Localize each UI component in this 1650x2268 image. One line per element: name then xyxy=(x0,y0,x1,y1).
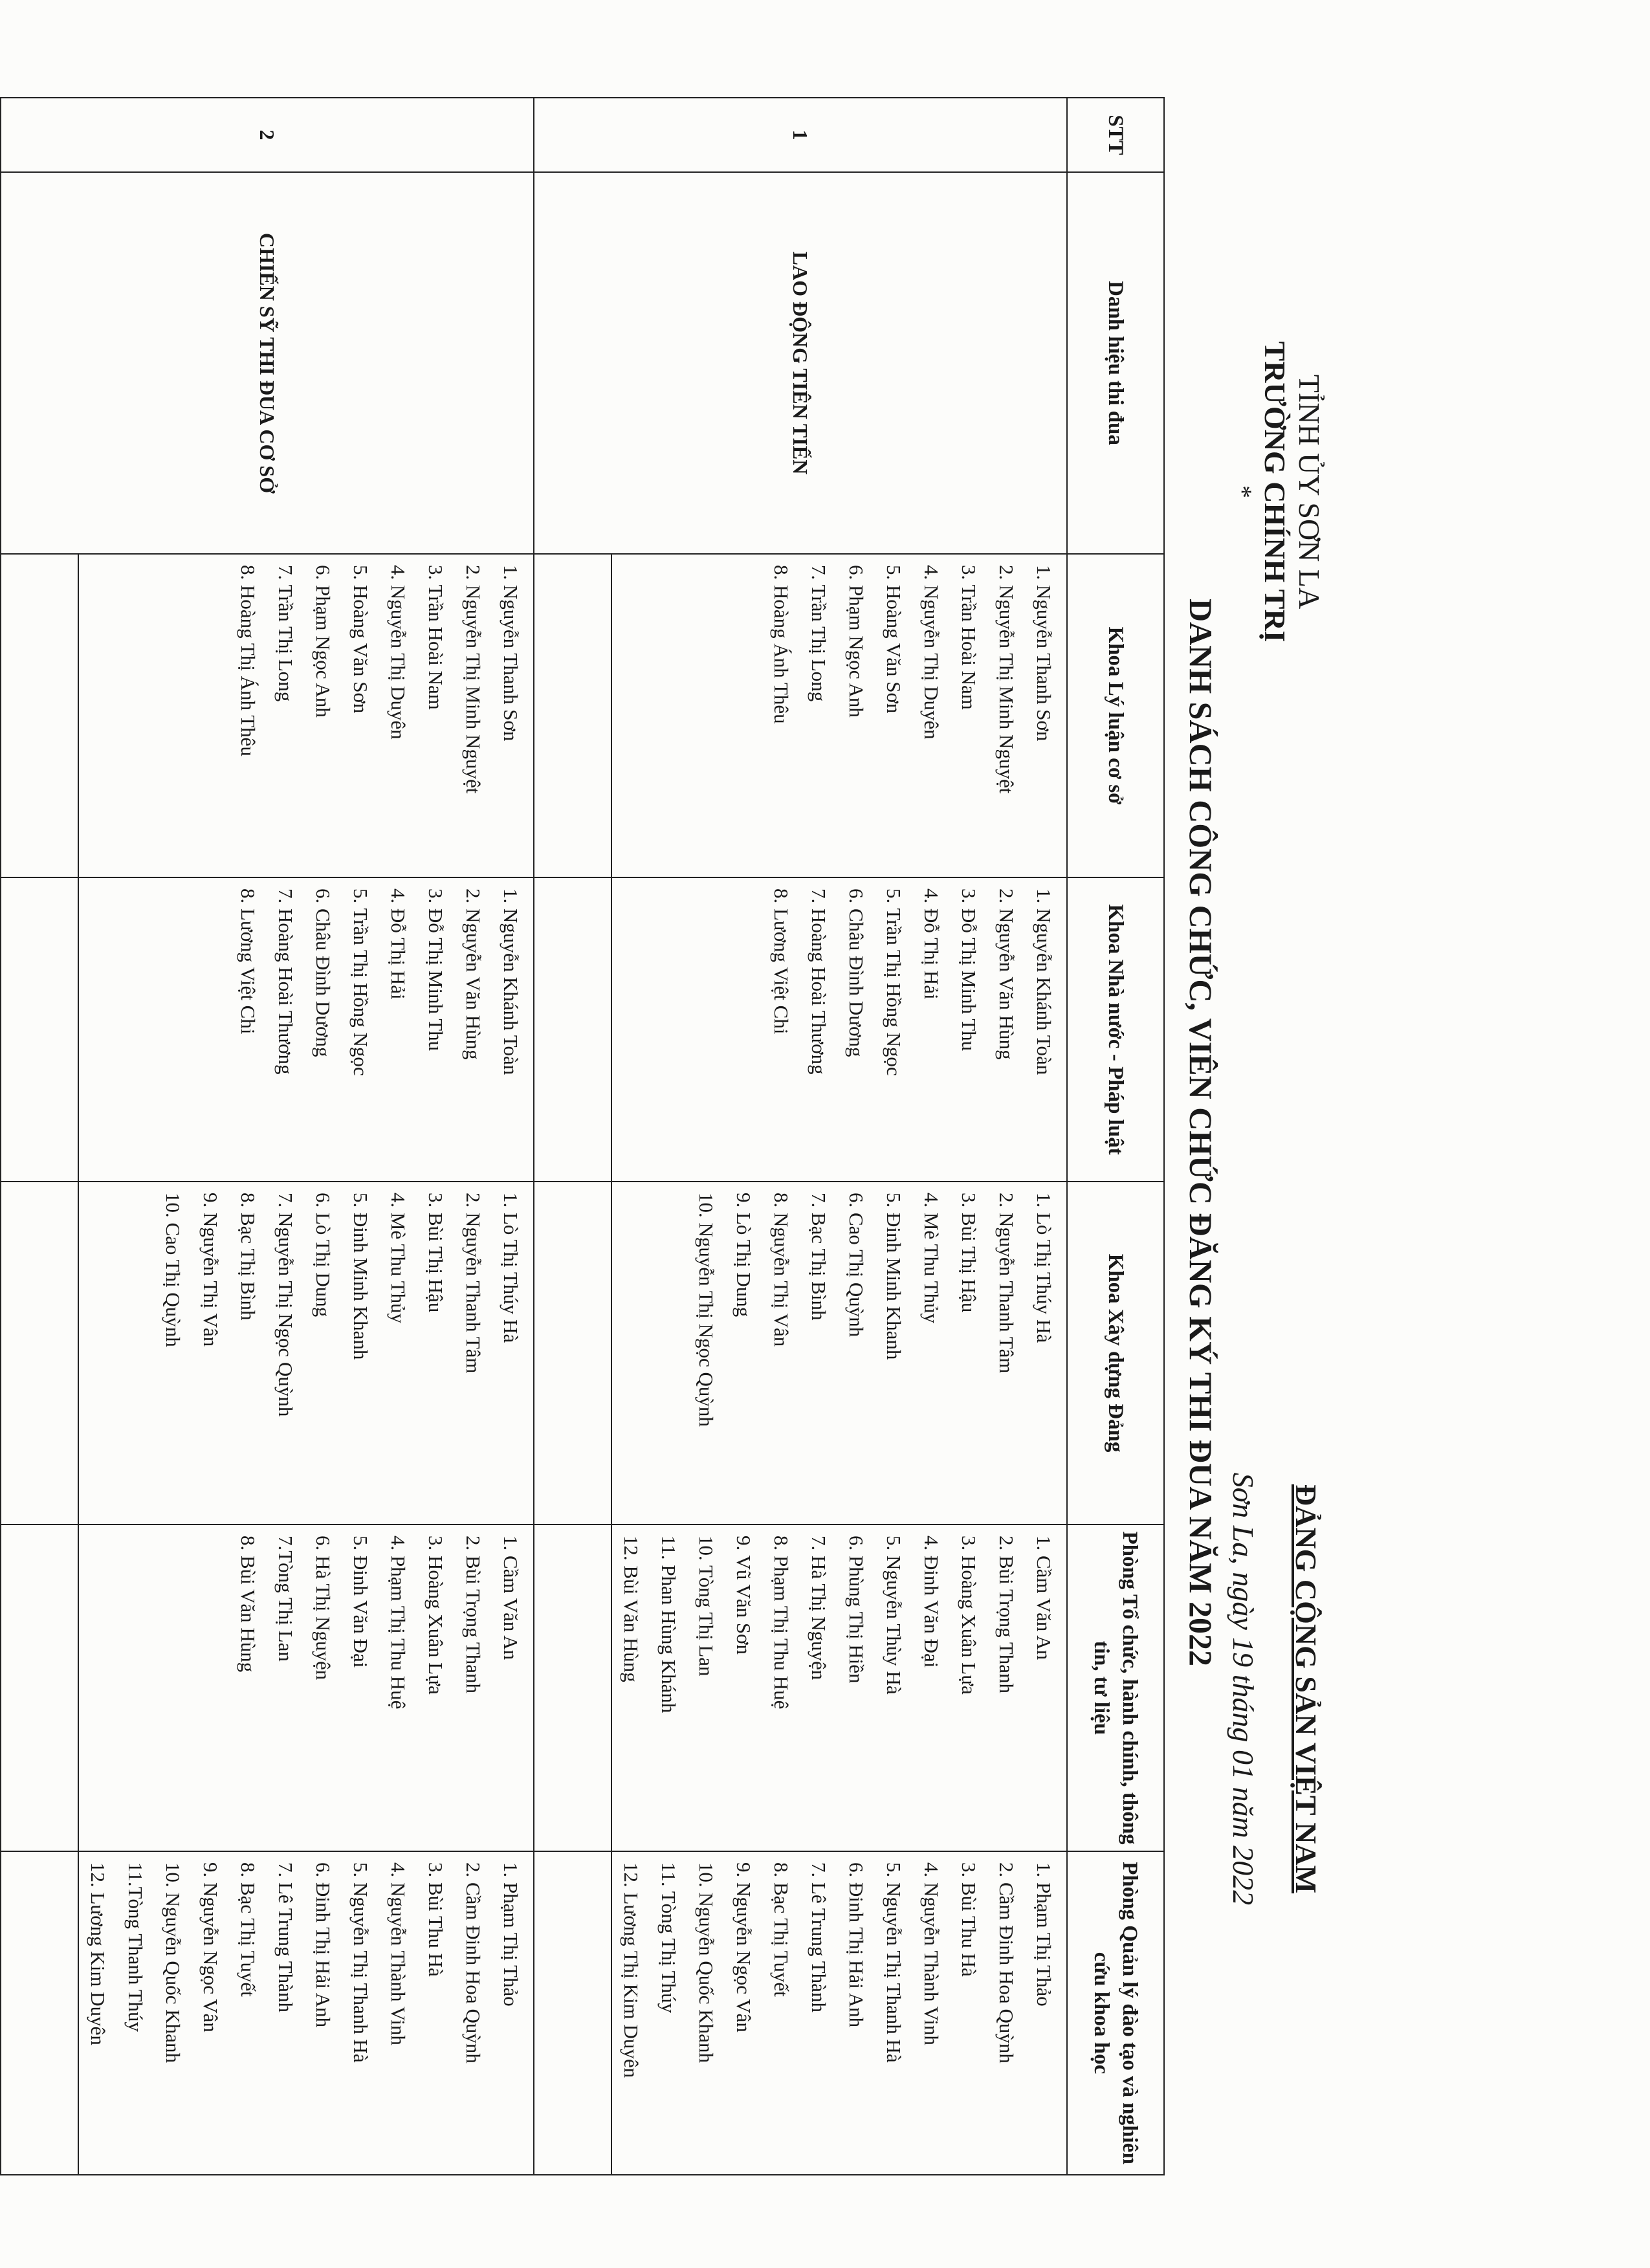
staff-name: 6. Châu Đình Dương xyxy=(312,888,335,1057)
staff-name: 12. Bùi Văn Hùng xyxy=(620,1536,643,1682)
staff-name: 6. Lò Thị Dung xyxy=(312,1193,335,1317)
table-row xyxy=(78,98,534,2175)
staff-name: 4. Nguyễn Thành Vinh xyxy=(387,1862,410,2045)
staff-name: 5. Hoàng Văn Sơn xyxy=(349,565,372,714)
header-dept-2: Khoa Nhà nước - Pháp luật xyxy=(1067,877,1164,1182)
staff-name: 1. Phạm Thị Thảo xyxy=(500,1862,522,2007)
staff-name: 1. Cầm Văn An xyxy=(500,1536,522,1660)
staff-name: 1. Nguyễn Thanh Sơn xyxy=(1033,565,1055,742)
staff-name: 6. Đinh Thị Hải Anh xyxy=(845,1862,868,2028)
staff-name: 4. Đỗ Thị Hải xyxy=(387,888,410,1000)
staff-name: 4. Phạm Thị Thu Huệ xyxy=(387,1536,410,1710)
staff-name: 3. Bùi Thị Hậu xyxy=(424,1193,447,1313)
staff-name: 11. Tòng Thị Thúy xyxy=(657,1862,680,2014)
dept-list-1 xyxy=(78,554,534,877)
staff-name: 5. Hoàng Văn Sơn xyxy=(883,565,905,714)
dept-list-4 xyxy=(611,1525,1067,1851)
header-dept-5: Phòng Quản lý đào tạo và nghiên cứu khoa học xyxy=(1067,1851,1164,2175)
staff-name: 1. Nguyễn Thanh Sơn xyxy=(500,565,522,742)
party-block xyxy=(1226,1391,1323,1987)
staff-name: 6. Châu Đình Dương xyxy=(845,888,868,1057)
asterisk-mark: * xyxy=(1228,485,1257,498)
staff-name: 6. Phạm Ngọc Anh xyxy=(312,565,335,718)
staff-name: 11.Tòng Thanh Thúy xyxy=(124,1862,147,2032)
dept-list-3 xyxy=(611,1182,1067,1525)
staff-name: 10. Nguyễn Thị Ngọc Quỳnh xyxy=(695,1193,718,1427)
staff-name: 7. Trần Thị Long xyxy=(274,565,297,702)
staff-name: 7. Lê Trung Thành xyxy=(274,1862,297,2012)
staff-name: 12. Lương Kim Duyên xyxy=(87,1862,109,2045)
staff-name: 2. Nguyễn Thanh Tâm xyxy=(995,1193,1018,1374)
dept-list-5 xyxy=(611,1851,1067,2175)
staff-name: 2. Nguyễn Thị Minh Nguyệt xyxy=(462,565,485,794)
party-name: ĐẢNG CỘNG SẢN VIỆT NAM xyxy=(1290,1484,1323,1894)
staff-name: 3. Bùi Thị Hậu xyxy=(958,1193,980,1313)
staff-name: 7. Nguyễn Thị Ngọc Quỳnh xyxy=(274,1193,297,1417)
staff-name: 4. Nguyễn Thành Vinh xyxy=(920,1862,943,2045)
staff-name: 8. Bạc Thị Tuyết xyxy=(237,1862,259,1997)
header-stt: STT xyxy=(1067,98,1164,172)
staff-name: 6. Đinh Thị Hải Anh xyxy=(312,1862,335,2028)
staff-name: 3. Trần Hoài Nam xyxy=(424,565,447,710)
dept-list-5 xyxy=(78,1851,534,2175)
staff-name: 8. Bạc Thị Bình xyxy=(237,1193,259,1321)
dept-list-2 xyxy=(78,877,534,1182)
staff-name: 4. Nguyễn Thị Duyên xyxy=(387,565,410,740)
staff-name: 5. Đinh Minh Khanh xyxy=(349,1193,372,1360)
staff-name: 10. Nguyễn Quốc Khanh xyxy=(695,1862,718,2063)
staff-name: 3. Bùi Thu Hà xyxy=(958,1862,980,1977)
staff-name: 5. Trần Thị Hồng Ngọc xyxy=(349,888,372,1076)
staff-name: 2. Bùi Trọng Thanh xyxy=(995,1536,1018,1694)
staff-name: 8. Bạc Thị Tuyết xyxy=(770,1862,793,1997)
staff-name: 4. Đỗ Thị Hải xyxy=(920,888,943,1000)
staff-name: 8. Hoàng Ánh Thêu xyxy=(770,565,793,724)
staff-name: 8. Lương Việt Chi xyxy=(770,888,793,1035)
school-name: TRƯỜNG CHÍNH TRỊ xyxy=(1259,341,1292,643)
staff-name: 2. Nguyễn Thị Minh Nguyệt xyxy=(995,565,1018,794)
staff-name: 3. Đỗ Thị Minh Thu xyxy=(424,888,447,1051)
staff-name: 1. Nguyễn Khánh Toàn xyxy=(1033,888,1055,1075)
staff-name: 2. Cầm Đinh Hoa Quỳnh xyxy=(462,1862,485,2064)
header-dept-1: Khoa Lý luận cơ sở xyxy=(1067,554,1164,877)
staff-name: 6. Phạm Ngọc Anh xyxy=(845,565,868,718)
header-dept-4: Phòng Tổ chức, hành chính, thông tin, tư liệu xyxy=(1067,1525,1164,1851)
staff-name: 4. Mè Thu Thủy xyxy=(920,1193,943,1324)
row-stt: 1 xyxy=(534,98,1067,172)
staff-name: 8. Nguyễn Thị Vân xyxy=(770,1193,793,1347)
staff-name: 1. Nguyễn Khánh Toàn xyxy=(500,888,522,1075)
staff-name: 7. Lê Trung Thành xyxy=(808,1862,830,2012)
staff-name: 8. Hoàng Thị Ánh Thêu xyxy=(237,565,259,756)
staff-name: 10. Nguyễn Quốc Khanh xyxy=(162,1862,184,2063)
staff-name: 9. Nguyễn Thị Vân xyxy=(199,1193,222,1347)
staff-name: 3. Bùi Thu Hà xyxy=(424,1862,447,1977)
staff-name: 2. Nguyễn Thanh Tâm xyxy=(462,1193,485,1374)
staff-name: 12. Lương Thị Kim Duyên xyxy=(620,1862,643,2078)
staff-name: 9. Nguyễn Ngọc Vân xyxy=(199,1862,222,2032)
staff-name: 1. Cầm Văn An xyxy=(1033,1536,1055,1660)
staff-name: 7. Hà Thị Nguyện xyxy=(808,1536,830,1680)
staff-name: 9. Vũ Văn Sơn xyxy=(732,1536,755,1655)
header-dept-3: Khoa Xây dựng Đảng xyxy=(1067,1182,1164,1525)
staff-name: 4. Đinh Văn Đại xyxy=(920,1536,943,1668)
staff-name: 10. Tòng Thị Lan xyxy=(695,1536,718,1677)
header-title: Danh hiệu thi đua xyxy=(1067,172,1164,554)
staff-name: 5. Trần Thị Hồng Ngọc xyxy=(883,888,905,1076)
table-header-row xyxy=(1067,98,1164,2175)
staff-name: 5. Đinh Văn Đại xyxy=(349,1536,372,1668)
staff-name: 5. Nguyễn Thị Thanh Hà xyxy=(883,1862,905,2063)
staff-name: 2. Cầm Đinh Hoa Quỳnh xyxy=(995,1862,1018,2064)
staff-name: 7. Hoàng Hoài Thương xyxy=(808,888,830,1075)
dept-list-1 xyxy=(611,554,1067,877)
staff-name: 8. Phạm Thị Thu Huệ xyxy=(770,1536,793,1710)
document-title: DANH SÁCH CÔNG CHỨC, VIÊN CHỨC ĐĂNG KÝ THI ĐUA NĂM 2022 xyxy=(1183,598,1219,1667)
row-title: CHIẾN SỸ THI ĐUA CƠ SỞ xyxy=(1,172,534,554)
table-row xyxy=(611,98,1067,2175)
staff-name: 9. Lò Thị Dung xyxy=(732,1193,755,1317)
staff-name: 11. Phan Hùng Khánh xyxy=(657,1536,680,1713)
staff-name: 7.Tòng Thị Lan xyxy=(274,1536,297,1662)
staff-name: 7. Hoàng Hoài Thương xyxy=(274,888,297,1075)
dept-list-4 xyxy=(78,1525,534,1851)
staff-name: 2. Nguyễn Văn Hùng xyxy=(995,888,1018,1060)
staff-name: 6. Phùng Thị Hiền xyxy=(845,1536,868,1684)
staff-name: 3. Hoàng Xuân Lựa xyxy=(424,1536,447,1695)
dept-list-3 xyxy=(78,1182,534,1525)
staff-name: 1. Lò Thị Thúy Hà xyxy=(1033,1193,1055,1343)
row-stt: 2 xyxy=(1,98,534,172)
staff-name: 8. Lương Việt Chi xyxy=(237,888,259,1035)
staff-name: 3. Trần Hoài Nam xyxy=(958,565,980,710)
staff-name: 6. Cao Thị Quỳnh xyxy=(845,1193,868,1338)
emulation-table xyxy=(0,97,1165,2175)
staff-name: 1. Phạm Thị Thảo xyxy=(1033,1862,1055,2007)
staff-name: 7. Trần Thị Long xyxy=(808,565,830,702)
staff-name: 2. Nguyễn Văn Hùng xyxy=(462,888,485,1060)
staff-name: 10. Cao Thị Quỳnh xyxy=(162,1193,184,1347)
staff-name: 4. Mè Thu Thủy xyxy=(387,1193,410,1324)
provincial-committee: TỈNH ỦY SƠN LA xyxy=(1293,374,1326,610)
staff-name: 3. Đỗ Thị Minh Thu xyxy=(958,888,980,1051)
staff-name: 8. Bùi Văn Hùng xyxy=(237,1536,259,1673)
staff-name: 7. Bạc Thị Bình xyxy=(808,1193,830,1321)
place-date: Sơn La, ngày 19 tháng 01 năm 2022 xyxy=(1227,1472,1260,1906)
staff-name: 4. Nguyễn Thị Duyên xyxy=(920,565,943,740)
issuer-block xyxy=(1227,311,1326,673)
staff-name: 5. Đinh Minh Khanh xyxy=(883,1193,905,1360)
dept-list-2 xyxy=(611,877,1067,1182)
staff-name: 1. Lò Thị Thúy Hà xyxy=(500,1193,522,1343)
staff-name: 5. Nguyễn Thị Thanh Hà xyxy=(349,1862,372,2063)
staff-name: 5. Nguyễn Thùy Hà xyxy=(883,1536,905,1695)
staff-name: 2. Bùi Trọng Thanh xyxy=(462,1536,485,1694)
staff-name: 6. Hà Thị Nguyện xyxy=(312,1536,335,1680)
staff-name: 3. Hoàng Xuân Lựa xyxy=(958,1536,980,1695)
staff-name: 9. Nguyễn Ngọc Vân xyxy=(732,1862,755,2032)
row-title: LAO ĐỘNG TIÊN TIẾN xyxy=(534,172,1067,554)
